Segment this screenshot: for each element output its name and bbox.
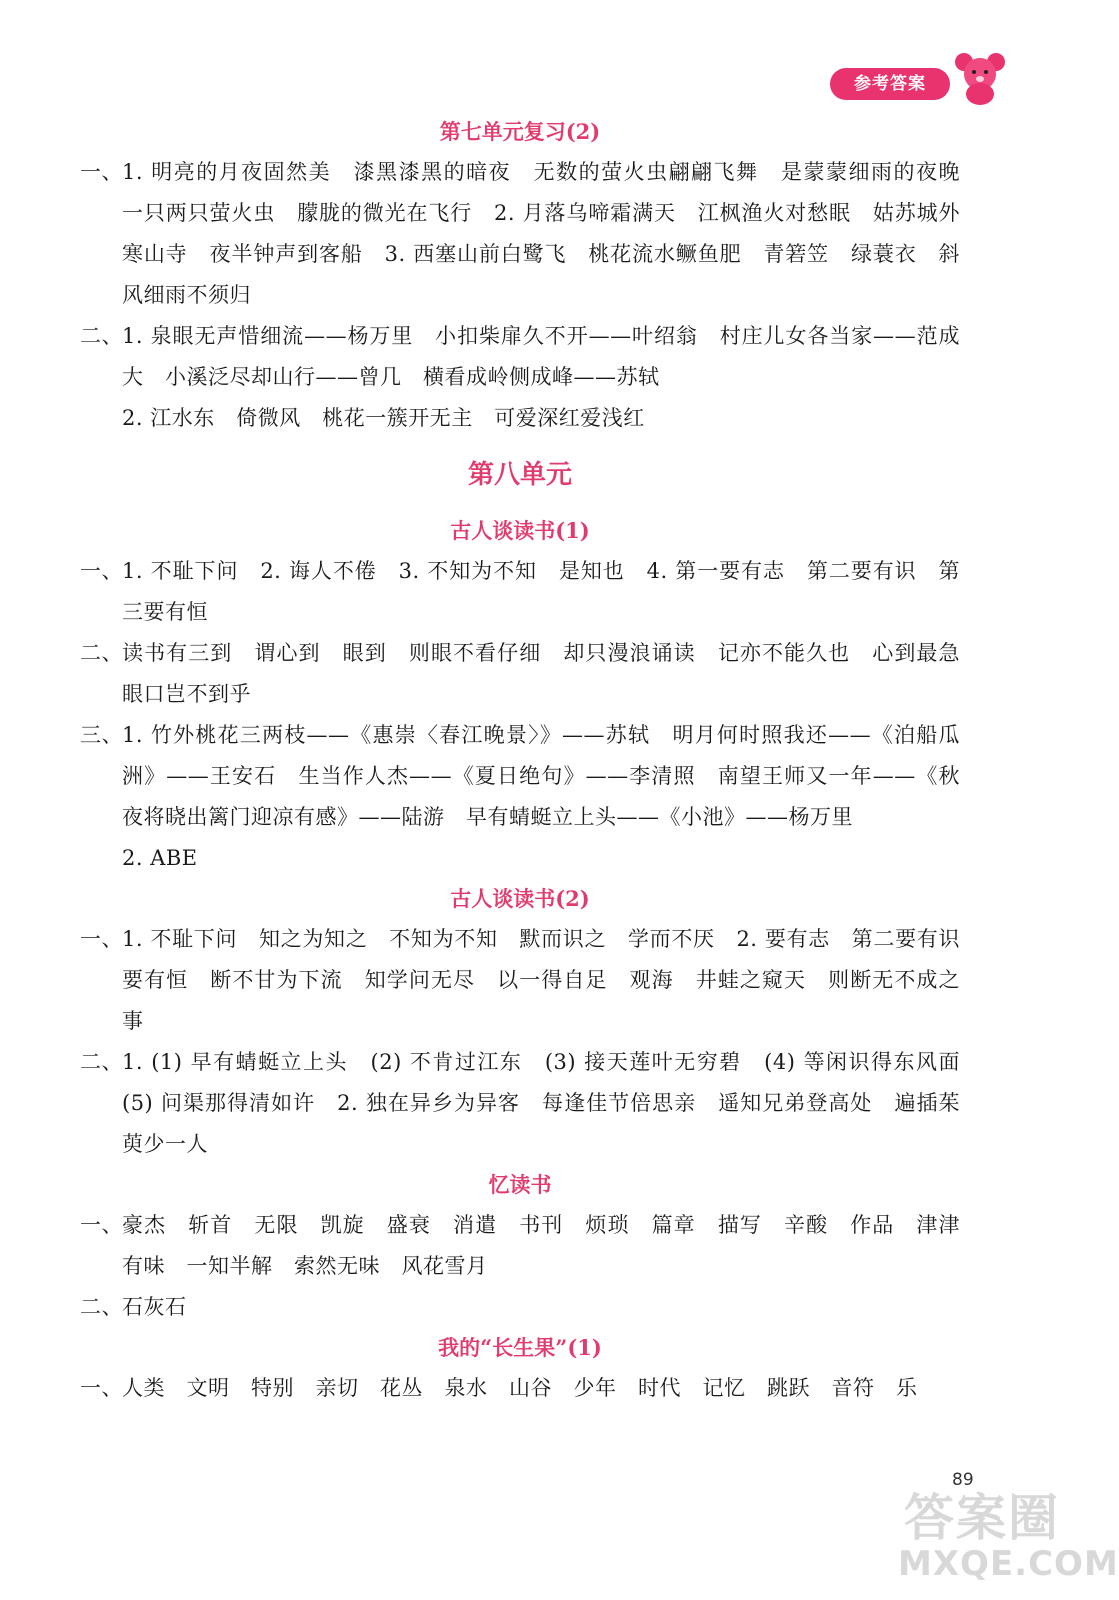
bear-icon <box>952 50 1008 106</box>
item-text: 2. 江水东 倚微风 桃花一簇开无主 可爱深红爱浅红 <box>122 406 645 430</box>
watermark-line1: 答案圈 <box>904 1489 1060 1547</box>
item-text: 读书有三到 谓心到 眼到 则眼不看仔细 却只漫浪诵读 记亦不能久也 心到最急 眼口岂不到乎 <box>122 641 982 706</box>
item-number: 二、 <box>80 1295 123 1319</box>
answer-item <box>80 398 960 439</box>
answer-item <box>80 152 982 316</box>
section-title: 古人谈读书(2) <box>450 886 590 911</box>
answer-item <box>80 1287 960 1328</box>
item-number: 一、 <box>80 927 123 951</box>
item-text: 石灰石 <box>122 1295 187 1319</box>
watermark-logo <box>898 1478 1119 1590</box>
answer-content <box>80 112 982 1409</box>
answer-item <box>80 316 960 398</box>
item-text: 1. 明亮的月夜固然美 漆黑漆黑的暗夜 无数的萤火虫翩翩飞舞 是蒙蒙细雨的夜晚 一只两只萤火虫 朦胧的微光在飞行 2. 月落乌啼霜满天 江枫渔火对愁眠 姑苏城外寒山寺 夜半钟声到客船 3. 西塞山前白鹭飞 桃花流水鳜鱼肥 青箬笠 绿蓑衣 斜风细雨不须归 <box>122 160 982 307</box>
item-number: 三、 <box>80 723 123 747</box>
item-text: 豪杰 斩首 无限 凯旋 盛衰 消遣 书刊 烦琐 篇章 描写 辛酸 作品 津津有味 一知半解 索然无味 风花雪月 <box>122 1213 960 1278</box>
item-text: 人类 文明 特别 亲切 花丛 泉水 山谷 少年 时代 记忆 跳跃 音符 乐 <box>122 1376 918 1400</box>
section-title: 我的“长生果”(1) <box>438 1335 602 1360</box>
item-text: 1. (1) 早有蜻蜓立上头 (2) 不肯过江东 (3) 接天莲叶无穷碧 (4) 等闲识得东风面 (5) 问渠那得清如许 2. 独在异乡为异客 每逢佳节倍思亲 遥知兄弟登高处 遍插茱萸少一人 <box>122 1050 982 1156</box>
item-number: 一、 <box>80 559 123 583</box>
item-text: 1. 泉眼无声惜细流——杨万里 小扣柴扉久不开——叶绍翁 村庄儿女各当家——范成大 小溪泛尽却山行——曾几 横看成岭侧成峰——苏轼 <box>122 324 960 389</box>
answer-item <box>80 1042 982 1165</box>
item-text: 1. 竹外桃花三两枝——《惠崇〈春江晚景〉》——苏轼 明月何时照我还——《泊船瓜洲》——王安石 生当作人杰——《夏日绝句》——李清照 南望王师又一年——《秋夜将晓出篱门迎凉有感》——陆游 早有蜻蜓立上头——《小池》——杨万里 <box>122 723 960 829</box>
answer-item <box>80 1205 960 1287</box>
answer-item <box>80 919 982 1042</box>
answer-item <box>80 1368 960 1409</box>
item-number: 二、 <box>80 1050 123 1074</box>
item-number: 一、 <box>80 1213 123 1237</box>
unit-title: 第八单元 <box>467 460 572 490</box>
section-title: 古人谈读书(1) <box>450 518 590 543</box>
watermark-line2: MXQE.COM <box>898 1544 1119 1584</box>
item-number: 二、 <box>80 324 123 348</box>
section-title: 第七单元复习(2) <box>439 119 601 144</box>
answer-item <box>80 838 960 879</box>
item-text: 1. 不耻下问 知之为知之 不知为不知 默而识之 学而不厌 2. 要有志 第二要有识 要有恒 断不甘为下流 知学问无尽 以一得自足 观海 井蛙之窥天 则断无不成之事 <box>122 927 982 1033</box>
section-title: 忆读书 <box>488 1172 552 1197</box>
answer-item <box>80 551 960 633</box>
item-text: 2. ABE <box>122 846 198 870</box>
item-text: 1. 不耻下问 2. 诲人不倦 3. 不知为不知 是知也 4. 第一要有志 第二要有识 第三要有恒 <box>122 559 960 624</box>
item-number: 二、 <box>80 641 123 665</box>
answer-badge: 参考答案 <box>830 68 950 100</box>
page-number: 89 <box>952 1470 974 1490</box>
answer-item <box>80 715 960 838</box>
item-number: 一、 <box>80 1376 123 1400</box>
item-number: 一、 <box>80 160 123 184</box>
answer-item <box>80 633 982 715</box>
